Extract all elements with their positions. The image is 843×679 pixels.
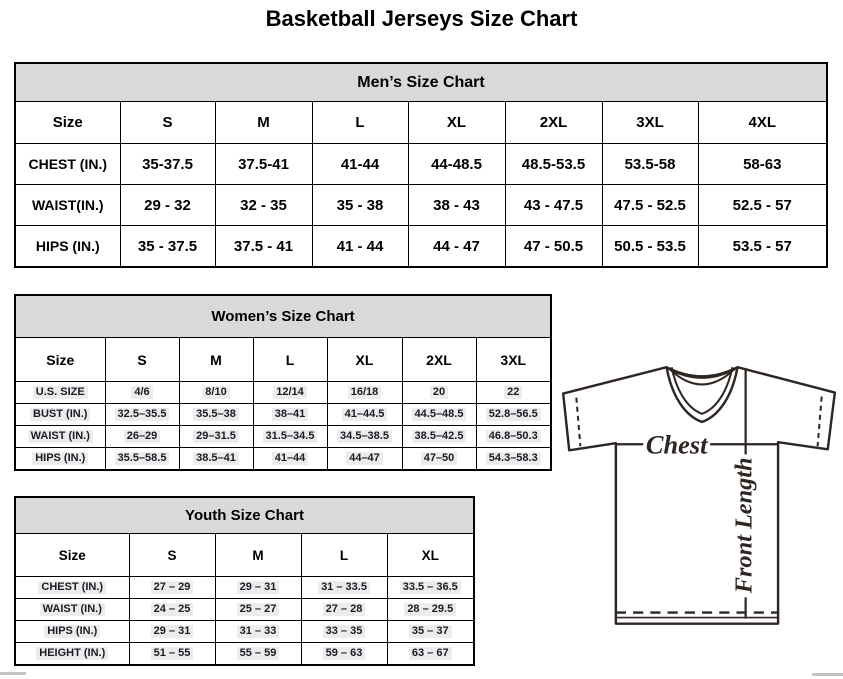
column-header-cell: S xyxy=(120,102,215,144)
size-value-cell: 35 – 37 xyxy=(387,621,474,643)
row-label-cell: WAIST(IN.) xyxy=(15,185,120,226)
size-value-cell: 32.5–35.5 xyxy=(105,404,179,426)
size-header-row xyxy=(15,534,474,577)
size-value-cell: 29 – 31 xyxy=(129,621,215,643)
size-value-cell: 38 - 43 xyxy=(408,185,505,226)
size-value-cell: 25 – 27 xyxy=(215,599,301,621)
size-value-cell: 31.5–34.5 xyxy=(253,426,327,448)
size-value-cell: 37.5-41 xyxy=(215,144,312,185)
column-header-cell: Size xyxy=(15,102,120,144)
size-value-cell: 41–44 xyxy=(253,448,327,471)
size-value-cell: 44 - 47 xyxy=(408,226,505,268)
size-value-cell: 27 – 28 xyxy=(301,599,387,621)
size-value-cell: 29–31.5 xyxy=(179,426,253,448)
row-label-cell: HIPS (IN.) xyxy=(15,226,120,268)
size-value-cell: 16/18 xyxy=(327,382,402,404)
column-header-cell: 2XL xyxy=(505,102,602,144)
size-value-cell: 37.5 - 41 xyxy=(215,226,312,268)
size-header-row xyxy=(15,338,551,382)
size-value-cell: 43 - 47.5 xyxy=(505,185,602,226)
size-value-cell: 31 – 33 xyxy=(215,621,301,643)
table-title-row xyxy=(15,497,474,534)
size-value-cell: 41 - 44 xyxy=(312,226,408,268)
column-header-cell: XL xyxy=(408,102,505,144)
size-value-cell: 38.5–41 xyxy=(179,448,253,471)
column-header-cell: Size xyxy=(15,338,105,382)
size-value-cell: 20 xyxy=(402,382,476,404)
size-value-cell: 53.5 - 57 xyxy=(698,226,827,268)
size-value-cell: 47–50 xyxy=(402,448,476,471)
size-value-cell: 8/10 xyxy=(179,382,253,404)
row-label-cell: WAIST (IN.) xyxy=(15,599,129,621)
size-value-cell: 27 – 29 xyxy=(129,577,215,599)
column-header-cell: L xyxy=(253,338,327,382)
row-label-cell: WAIST (IN.) xyxy=(15,426,105,448)
size-value-cell: 59 – 63 xyxy=(301,643,387,666)
size-value-cell: 22 xyxy=(476,382,551,404)
size-value-cell: 4/6 xyxy=(105,382,179,404)
column-header-cell: M xyxy=(215,534,301,577)
size-value-cell: 33 – 35 xyxy=(301,621,387,643)
womens-size-table xyxy=(14,294,552,471)
size-value-cell: 51 – 55 xyxy=(129,643,215,666)
table-title-row xyxy=(15,63,827,102)
table-row xyxy=(15,382,551,404)
row-label-cell: CHEST (IN.) xyxy=(15,144,120,185)
table-row xyxy=(15,185,827,226)
size-value-cell: 50.5 - 53.5 xyxy=(602,226,698,268)
column-header-cell: 3XL xyxy=(476,338,551,382)
size-value-cell: 33.5 – 36.5 xyxy=(387,577,474,599)
front-length-label: Front Length xyxy=(730,457,758,594)
table-row xyxy=(15,144,827,185)
size-value-cell: 32 - 35 xyxy=(215,185,312,226)
size-value-cell: 63 – 67 xyxy=(387,643,474,666)
size-value-cell: 29 – 31 xyxy=(215,577,301,599)
column-header-cell: 2XL xyxy=(402,338,476,382)
size-value-cell: 54.3–58.3 xyxy=(476,448,551,471)
size-value-cell: 26–29 xyxy=(105,426,179,448)
column-header-cell: S xyxy=(129,534,215,577)
size-value-cell: 46.8–50.3 xyxy=(476,426,551,448)
size-header-row xyxy=(15,102,827,144)
page-edge-fragment-left xyxy=(0,672,26,675)
size-value-cell: 35 - 38 xyxy=(312,185,408,226)
table-title-row xyxy=(15,295,551,338)
size-value-cell: 38–41 xyxy=(253,404,327,426)
column-header-cell: Size xyxy=(15,534,129,577)
size-value-cell: 38.5–42.5 xyxy=(402,426,476,448)
chest-label: Chest xyxy=(645,430,708,460)
size-value-cell: 52.5 - 57 xyxy=(698,185,827,226)
row-label-cell: HIPS (IN.) xyxy=(15,448,105,471)
size-value-cell: 34.5–38.5 xyxy=(327,426,402,448)
size-value-cell: 41–44.5 xyxy=(327,404,402,426)
size-value-cell: 55 – 59 xyxy=(215,643,301,666)
size-value-cell: 47.5 - 52.5 xyxy=(602,185,698,226)
table-title: Men’s Size Chart xyxy=(15,63,827,102)
column-header-cell: XL xyxy=(327,338,402,382)
size-value-cell: 41-44 xyxy=(312,144,408,185)
row-label-cell: U.S. SIZE xyxy=(15,382,105,404)
size-value-cell: 35-37.5 xyxy=(120,144,215,185)
mens-size-table xyxy=(14,62,828,268)
column-header-cell: M xyxy=(179,338,253,382)
size-value-cell: 35.5–38 xyxy=(179,404,253,426)
size-value-cell: 24 – 25 xyxy=(129,599,215,621)
page-title: Basketball Jerseys Size Chart xyxy=(265,6,578,31)
column-header-cell: L xyxy=(301,534,387,577)
row-label-cell: HIPS (IN.) xyxy=(15,621,129,643)
table-title: Women’s Size Chart xyxy=(15,295,551,338)
size-value-cell: 48.5-53.5 xyxy=(505,144,602,185)
size-value-cell: 52.8–56.5 xyxy=(476,404,551,426)
youth-size-table xyxy=(14,496,475,666)
table-row xyxy=(15,599,474,621)
table-row xyxy=(15,226,827,268)
table-row xyxy=(15,448,551,471)
column-header-cell: L xyxy=(312,102,408,144)
table-row xyxy=(15,426,551,448)
column-header-cell: M xyxy=(215,102,312,144)
size-value-cell: 44–47 xyxy=(327,448,402,471)
page-edge-fragment-right xyxy=(812,673,843,676)
size-value-cell: 31 – 33.5 xyxy=(301,577,387,599)
size-value-cell: 29 - 32 xyxy=(120,185,215,226)
column-header-cell: 4XL xyxy=(698,102,827,144)
size-value-cell: 12/14 xyxy=(253,382,327,404)
column-header-cell: S xyxy=(105,338,179,382)
table-row xyxy=(15,621,474,643)
size-value-cell: 44-48.5 xyxy=(408,144,505,185)
table-row xyxy=(15,404,551,426)
size-value-cell: 47 - 50.5 xyxy=(505,226,602,268)
jersey-outline xyxy=(563,367,835,623)
size-value-cell: 35.5–58.5 xyxy=(105,448,179,471)
row-label-cell: HEIGHT (IN.) xyxy=(15,643,129,666)
table-row xyxy=(15,643,474,666)
table-title: Youth Size Chart xyxy=(15,497,474,534)
column-header-cell: XL xyxy=(387,534,474,577)
size-value-cell: 28 – 29.5 xyxy=(387,599,474,621)
size-value-cell: 53.5-58 xyxy=(602,144,698,185)
row-label-cell: CHEST (IN.) xyxy=(15,577,129,599)
row-label-cell: BUST (IN.) xyxy=(15,404,105,426)
size-value-cell: 44.5–48.5 xyxy=(402,404,476,426)
column-header-cell: 3XL xyxy=(602,102,698,144)
size-value-cell: 35 - 37.5 xyxy=(120,226,215,268)
size-value-cell: 58-63 xyxy=(698,144,827,185)
jersey-diagram xyxy=(553,353,843,647)
table-row xyxy=(15,577,474,599)
